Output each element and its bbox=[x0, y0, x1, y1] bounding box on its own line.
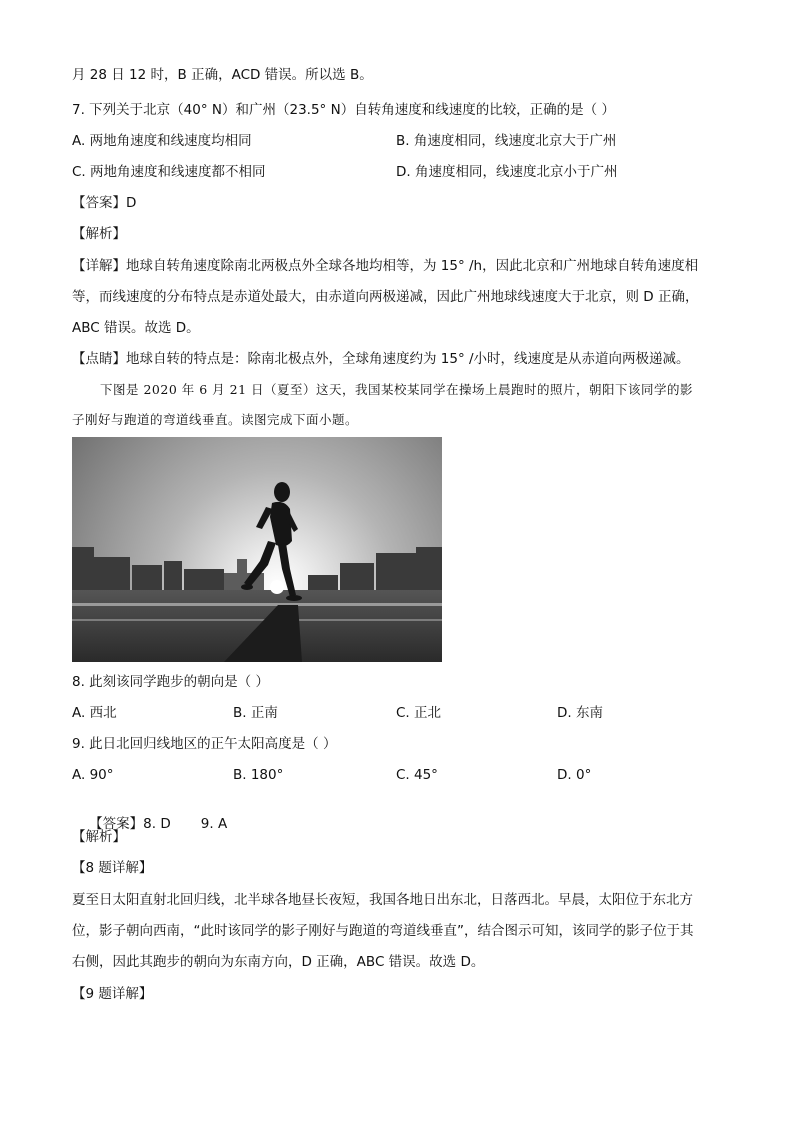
intro-line: 月 28 日 12 时，B 正确，ACD 错误。所以选 B。 bbox=[72, 67, 373, 83]
q9-option-a: A. 90° bbox=[72, 767, 114, 783]
q7-option-a: A. 两地角速度和线速度均相同 bbox=[72, 133, 252, 149]
q8-detail-row-2: 位，影子朝向西南，“此时该同学的影子刚好与跑道的弯道线垂直”，结合图示可知，该同学的影子位于其 bbox=[72, 923, 694, 939]
q8-detail-tag: 【8 题详解】 bbox=[72, 860, 153, 876]
q7-option-d: D. 角速度相同，线速度北京小于广州 bbox=[396, 164, 618, 180]
q8-option-b: B. 正南 bbox=[233, 705, 278, 721]
q8-option-c: C. 正北 bbox=[396, 705, 442, 721]
q7-detail-row-2: 等，而线速度的分布特点是赤道处最大，由赤道向两极递减，因此广州地球线速度大于北京，则 D 正确， bbox=[72, 289, 699, 305]
detail-tag: 【详解】 bbox=[72, 258, 126, 274]
point-tag: 【点睛】 bbox=[72, 351, 126, 367]
material-line-1: 下图是 2020 年 6 月 21 日（夏至）这天，我国某校某同学在操场上晨跑时的照片，朝阳下该同学的影 bbox=[100, 382, 694, 397]
q9-option-c: C. 45° bbox=[396, 767, 438, 783]
q8-stem: 8. 此刻该同学跑步的朝向是（ ） bbox=[72, 674, 269, 690]
q9-stem: 9. 此日北回归线地区的正午太阳高度是（ ） bbox=[72, 736, 337, 752]
q7-stem: 7. 下列关于北京（40° N）和广州（23.5° N）自转角速度和线速度的比较，正确的是（ ） bbox=[72, 102, 615, 118]
q7-answer: D bbox=[126, 195, 137, 211]
q7-option-c: C. 两地角速度和线速度都不相同 bbox=[72, 164, 266, 180]
q9-option-d: D. 0° bbox=[557, 767, 592, 783]
q9-detail-tag: 【9 题详解】 bbox=[72, 986, 153, 1002]
q7-point-row bbox=[72, 350, 690, 368]
q8-option-d: D. 东南 bbox=[557, 705, 603, 721]
answers-89-analysis-tag: 【解析】 bbox=[72, 829, 126, 845]
material-line-2: 子刚好与跑道的弯道线垂直。读图完成下面小题。 bbox=[72, 412, 359, 427]
q7-analysis-tag: 【解析】 bbox=[72, 226, 126, 242]
q7-detail-row-1 bbox=[72, 257, 698, 275]
q7-point-text: 地球自转的特点是：除南北极点外，全球角速度约为 15° /小时，线速度是从赤道向两极递减。 bbox=[126, 351, 690, 367]
q9-option-b: B. 180° bbox=[233, 767, 284, 783]
answer-tag: 【答案】 bbox=[89, 816, 144, 832]
answers-89: 8. D 9. A bbox=[143, 816, 228, 832]
q7-answer-row bbox=[72, 194, 136, 212]
q8-detail-row-3: 右侧，因此其跑步的朝向为东南方向，D 正确，ABC 错误。故选 D。 bbox=[72, 954, 485, 970]
q8-option-a: A. 西北 bbox=[72, 705, 117, 721]
q7-option-b: B. 角速度相同，线速度北京大于广州 bbox=[396, 133, 617, 149]
answer-tag: 【答案】 bbox=[72, 195, 126, 211]
q7-detail-row-3: ABC 错误。故选 D。 bbox=[72, 320, 200, 336]
q8-detail-row-1: 夏至日太阳直射北回归线，北半球各地昼长夜短，我国各地日出东北，日落西北。早晨，太阳位于东北方 bbox=[72, 892, 693, 908]
q7-detail-text-1: 地球自转角速度除南北两极点外全球各地均相等，为 15° /h，因此北京和广州地球自转角速度相 bbox=[126, 258, 699, 274]
running-photo bbox=[72, 437, 442, 662]
